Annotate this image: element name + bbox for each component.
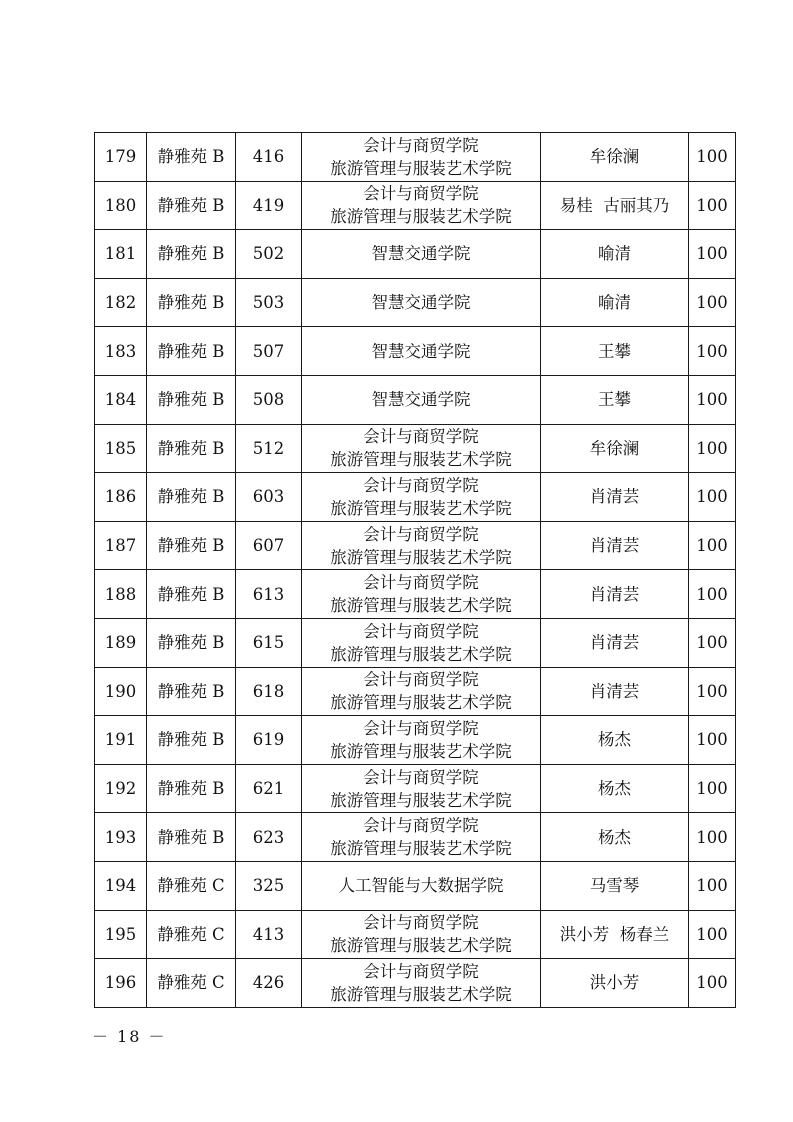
responsible-person-cell: 肖清芸 [541,521,689,570]
responsible-person-cell: 王攀 [541,327,689,376]
score-cell: 100 [689,813,736,862]
responsible-person-cell: 牟徐澜 [541,424,689,473]
college-name: 旅游管理与服装艺术学院 [330,450,512,470]
table-row [95,375,736,424]
room-number-cell: 512 [236,424,302,473]
building-cell: 静雅苑 B [147,813,236,862]
row-number-cell: 184 [95,375,147,424]
college-name: 旅游管理与服装艺术学院 [330,741,512,761]
table-row [95,618,736,667]
page-number: － 18 － [92,1027,167,1046]
room-number-cell: 613 [236,570,302,619]
row-number-cell: 195 [95,910,147,959]
responsible-person-cell: 洪小芳 [541,959,689,1008]
table-row [95,764,736,813]
room-number-cell: 623 [236,813,302,862]
college-name: 智慧交通学院 [371,390,471,410]
table-row [95,667,736,716]
college-name: 旅游管理与服装艺术学院 [330,693,512,713]
college-name: 会计与商贸学院 [363,718,479,738]
room-number-cell: 416 [236,133,302,182]
row-number-cell: 194 [95,861,147,910]
table-row [95,716,736,765]
responsible-person-cell: 牟徐澜 [541,133,689,182]
score-cell: 100 [689,181,736,230]
college-name: 会计与商贸学院 [363,573,479,593]
score-cell: 100 [689,910,736,959]
responsible-person-cell: 肖清芸 [541,667,689,716]
college-cell [302,861,541,910]
college-cell [302,521,541,570]
college-cell [302,181,541,230]
row-number-cell: 182 [95,278,147,327]
building-cell: 静雅苑 C [147,861,236,910]
college-name: 旅游管理与服装艺术学院 [330,207,512,227]
table-row [95,230,736,279]
college-name: 会计与商贸学院 [363,621,479,641]
building-cell: 静雅苑 B [147,570,236,619]
college-cell [302,959,541,1008]
building-cell: 静雅苑 C [147,959,236,1008]
score-cell: 100 [689,278,736,327]
building-cell: 静雅苑 B [147,181,236,230]
building-cell: 静雅苑 B [147,327,236,376]
responsible-person-cell: 喻清 [541,278,689,327]
college-name: 旅游管理与服装艺术学院 [330,547,512,567]
table-row [95,278,736,327]
building-cell: 静雅苑 B [147,521,236,570]
college-cell [302,910,541,959]
college-name: 旅游管理与服装艺术学院 [330,839,512,859]
row-number-cell: 190 [95,667,147,716]
table-row [95,570,736,619]
college-name: 会计与商贸学院 [363,475,479,495]
college-cell [302,375,541,424]
responsible-person-cell: 易桂 古丽其乃 [541,181,689,230]
college-cell [302,764,541,813]
table-row [95,473,736,522]
college-name: 旅游管理与服装艺术学院 [330,596,512,616]
score-cell: 100 [689,133,736,182]
responsible-person-cell: 杨杰 [541,813,689,862]
college-cell [302,716,541,765]
room-number-cell: 607 [236,521,302,570]
college-name: 会计与商贸学院 [363,524,479,544]
score-cell: 100 [689,959,736,1008]
score-cell: 100 [689,327,736,376]
building-cell: 静雅苑 B [147,618,236,667]
score-cell: 100 [689,618,736,667]
room-number-cell: 502 [236,230,302,279]
college-name: 旅游管理与服装艺术学院 [330,984,512,1004]
building-cell: 静雅苑 B [147,230,236,279]
room-number-cell: 603 [236,473,302,522]
responsible-person-cell: 肖清芸 [541,618,689,667]
row-number-cell: 180 [95,181,147,230]
table-row [95,521,736,570]
college-name: 智慧交通学院 [371,244,471,264]
score-cell: 100 [689,570,736,619]
dormitory-score-table-container [94,132,735,1008]
college-name: 旅游管理与服装艺术学院 [330,644,512,664]
responsible-person-cell: 喻清 [541,230,689,279]
room-number-cell: 621 [236,764,302,813]
table-row [95,424,736,473]
row-number-cell: 196 [95,959,147,1008]
college-name: 旅游管理与服装艺术学院 [330,158,512,178]
room-number-cell: 413 [236,910,302,959]
college-cell [302,667,541,716]
building-cell: 静雅苑 B [147,473,236,522]
college-name: 智慧交通学院 [371,293,471,313]
room-number-cell: 507 [236,327,302,376]
college-cell [302,327,541,376]
score-cell: 100 [689,375,736,424]
college-cell [302,278,541,327]
building-cell: 静雅苑 C [147,910,236,959]
table-row [95,133,736,182]
college-cell [302,570,541,619]
building-cell: 静雅苑 B [147,278,236,327]
building-cell: 静雅苑 B [147,667,236,716]
row-number-cell: 191 [95,716,147,765]
responsible-person-cell: 洪小芳 杨春兰 [541,910,689,959]
room-number-cell: 615 [236,618,302,667]
room-number-cell: 325 [236,861,302,910]
responsible-person-cell: 肖清芸 [541,570,689,619]
building-cell: 静雅苑 B [147,716,236,765]
table-row [95,910,736,959]
building-cell: 静雅苑 B [147,375,236,424]
college-name: 会计与商贸学院 [363,913,479,933]
college-name: 会计与商贸学院 [363,670,479,690]
table-row [95,181,736,230]
score-cell: 100 [689,764,736,813]
row-number-cell: 193 [95,813,147,862]
college-name: 会计与商贸学院 [363,961,479,981]
college-name: 会计与商贸学院 [363,184,479,204]
table-row [95,959,736,1008]
row-number-cell: 181 [95,230,147,279]
college-name: 会计与商贸学院 [363,135,479,155]
college-name: 会计与商贸学院 [363,427,479,447]
building-cell: 静雅苑 B [147,764,236,813]
responsible-person-cell: 王攀 [541,375,689,424]
college-name: 会计与商贸学院 [363,767,479,787]
table-body [95,133,736,1008]
college-cell [302,424,541,473]
room-number-cell: 503 [236,278,302,327]
score-cell: 100 [689,716,736,765]
room-number-cell: 426 [236,959,302,1008]
responsible-person-cell: 杨杰 [541,716,689,765]
room-number-cell: 619 [236,716,302,765]
college-cell [302,813,541,862]
score-cell: 100 [689,861,736,910]
row-number-cell: 179 [95,133,147,182]
building-cell: 静雅苑 B [147,133,236,182]
row-number-cell: 188 [95,570,147,619]
row-number-cell: 192 [95,764,147,813]
row-number-cell: 186 [95,473,147,522]
score-cell: 100 [689,230,736,279]
row-number-cell: 183 [95,327,147,376]
college-cell [302,473,541,522]
college-cell [302,133,541,182]
score-cell: 100 [689,667,736,716]
responsible-person-cell: 肖清芸 [541,473,689,522]
college-cell [302,618,541,667]
college-name: 会计与商贸学院 [363,816,479,836]
table-row [95,327,736,376]
row-number-cell: 189 [95,618,147,667]
table-row [95,861,736,910]
score-cell: 100 [689,424,736,473]
college-name: 智慧交通学院 [371,341,471,361]
room-number-cell: 419 [236,181,302,230]
score-cell: 100 [689,473,736,522]
dormitory-score-table [94,132,736,1008]
college-name: 旅游管理与服装艺术学院 [330,790,512,810]
college-name: 旅游管理与服装艺术学院 [330,498,512,518]
room-number-cell: 508 [236,375,302,424]
college-name: 人工智能与大数据学院 [338,876,504,896]
building-cell: 静雅苑 B [147,424,236,473]
responsible-person-cell: 马雪琴 [541,861,689,910]
responsible-person-cell: 杨杰 [541,764,689,813]
college-name: 旅游管理与服装艺术学院 [330,936,512,956]
score-cell: 100 [689,521,736,570]
college-cell [302,230,541,279]
room-number-cell: 618 [236,667,302,716]
row-number-cell: 187 [95,521,147,570]
row-number-cell: 185 [95,424,147,473]
table-row [95,813,736,862]
